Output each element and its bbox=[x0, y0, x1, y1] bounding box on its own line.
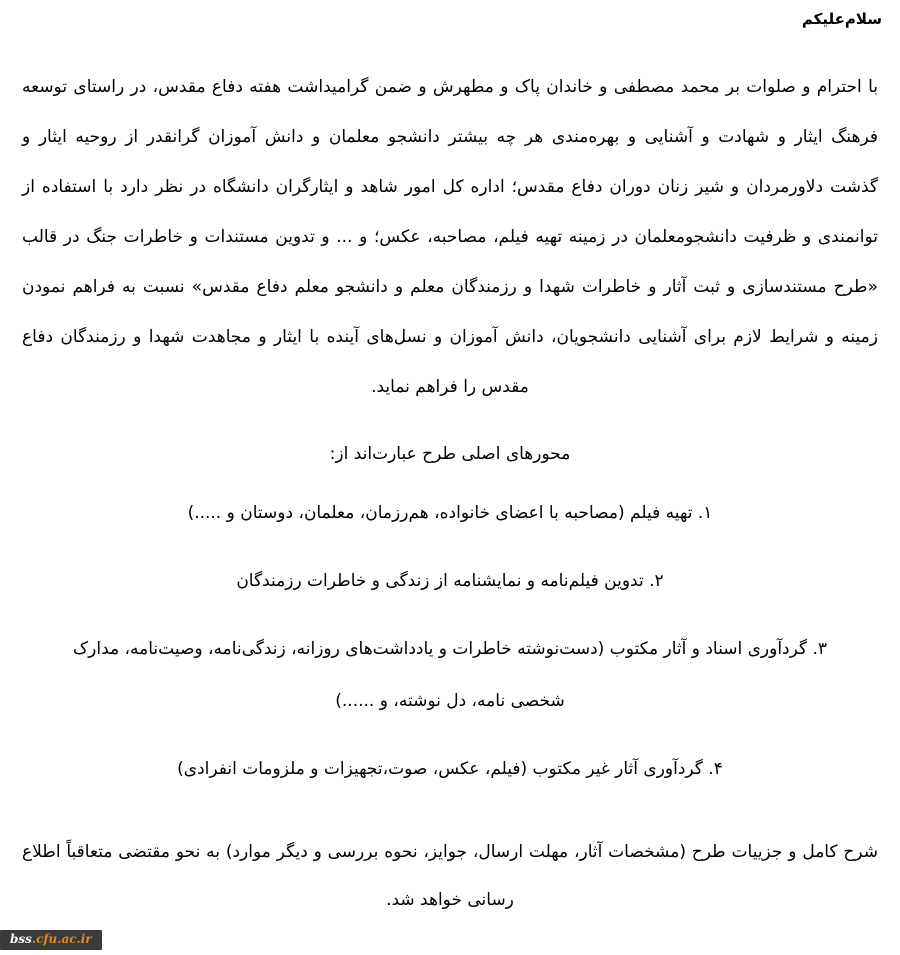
paragraph-line bbox=[22, 312, 878, 362]
list-item-text-continued: شخصی نامه، دل نوشته، و ......) bbox=[335, 691, 565, 711]
list-item bbox=[22, 566, 878, 596]
paragraph-line-text: با احترام و صلوات بر محمد مصطفی و خاندان پاک و مطهرش و ضمن گرامیداشت هفته دفاع مقدس، در راستای توسعه bbox=[22, 77, 878, 97]
closing-paragraph bbox=[22, 828, 878, 924]
list-item-text: ۴. گردآوری آثار غیر مکتوب (فیلم، عکس، صوت،تجهیزات و ملزومات انفرادی) bbox=[177, 759, 723, 779]
list-item-text: ۲. تدوین فیلم‌نامه و نمایشنامه از زندگی و خاطرات رزمندگان bbox=[236, 571, 664, 591]
watermark-host: bss bbox=[10, 932, 32, 946]
list-item bbox=[22, 634, 878, 716]
main-paragraph bbox=[22, 62, 878, 412]
paragraph-line: مقدس را فراهم نماید. bbox=[371, 377, 529, 397]
paragraph-line-text: گذشت دلاورمردان و شیر زنان دوران دفاع مقدس؛ اداره کل امور شاهد و ایثارگران دانشگاه در نظر دارد با استفاده از bbox=[22, 177, 878, 197]
paragraph-line-text: زمینه و شرایط لازم برای آشنایی دانشجویان، دانش آموزان و نسل‌های آینده با ایثار و مجاهدت شهدا و رزمندگان دفاع bbox=[22, 327, 878, 347]
greeting-line: سلام‌علیکم bbox=[801, 10, 882, 28]
paragraph-line bbox=[22, 212, 878, 262]
list-item-text: ۳. گردآوری اسناد و آثار مکتوب (دست‌نوشته خاطرات و یادداشت‌های روزانه، زندگی‌نامه، وصیت‌نامه، مدارک bbox=[72, 639, 828, 659]
watermark-domain: .cfu.ac.ir bbox=[31, 932, 92, 946]
site-watermark bbox=[0, 930, 102, 950]
list-intro-text: محورهای اصلی طرح عبارت‌اند از: bbox=[329, 444, 571, 464]
paragraph-line-text: شرح کامل و جزییات طرح (مشخصات آثار، مهلت ارسال، جوایز، نحوه بررسی و دیگر موارد) به نحو مقتضی متعاقباً اطلاع bbox=[22, 842, 878, 862]
paragraph-line: رسانی خواهد شد. bbox=[386, 890, 514, 910]
paragraph-line bbox=[22, 262, 878, 312]
paragraph-line-text: فرهنگ ایثار و شهادت و آشنایی و بهره‌مندی هر چه بیشتر دانشجو معلمان و دانش آموزان گرانقدر از روحیه ایثار و bbox=[22, 127, 878, 147]
paragraph-line bbox=[22, 162, 878, 212]
paragraph-line-text: توانمندی و ظرفیت دانشجومعلمان در زمینه تهیه فیلم، مصاحبه، عکس؛ و ... و تدوین مستندات و خاطرات جنگ در قالب bbox=[22, 227, 878, 247]
paragraph-line bbox=[22, 828, 878, 876]
paragraph-line bbox=[22, 112, 878, 162]
list-item bbox=[22, 498, 878, 528]
paragraph-line-text: «طرح مستندسازی و ثبت آثار و خاطرات شهدا و رزمندگان معلم و دانشجو معلم دفاع مقدس» نسبت به فراهم نمودن bbox=[22, 277, 878, 297]
list-item bbox=[22, 754, 878, 784]
main-axes-list bbox=[22, 498, 878, 822]
paragraph-line bbox=[22, 62, 878, 112]
list-item-text: ۱. تهیه فیلم (مصاحبه با اعضای خانواده، هم‌رزمان، معلمان، دوستان و .....) bbox=[187, 503, 713, 523]
